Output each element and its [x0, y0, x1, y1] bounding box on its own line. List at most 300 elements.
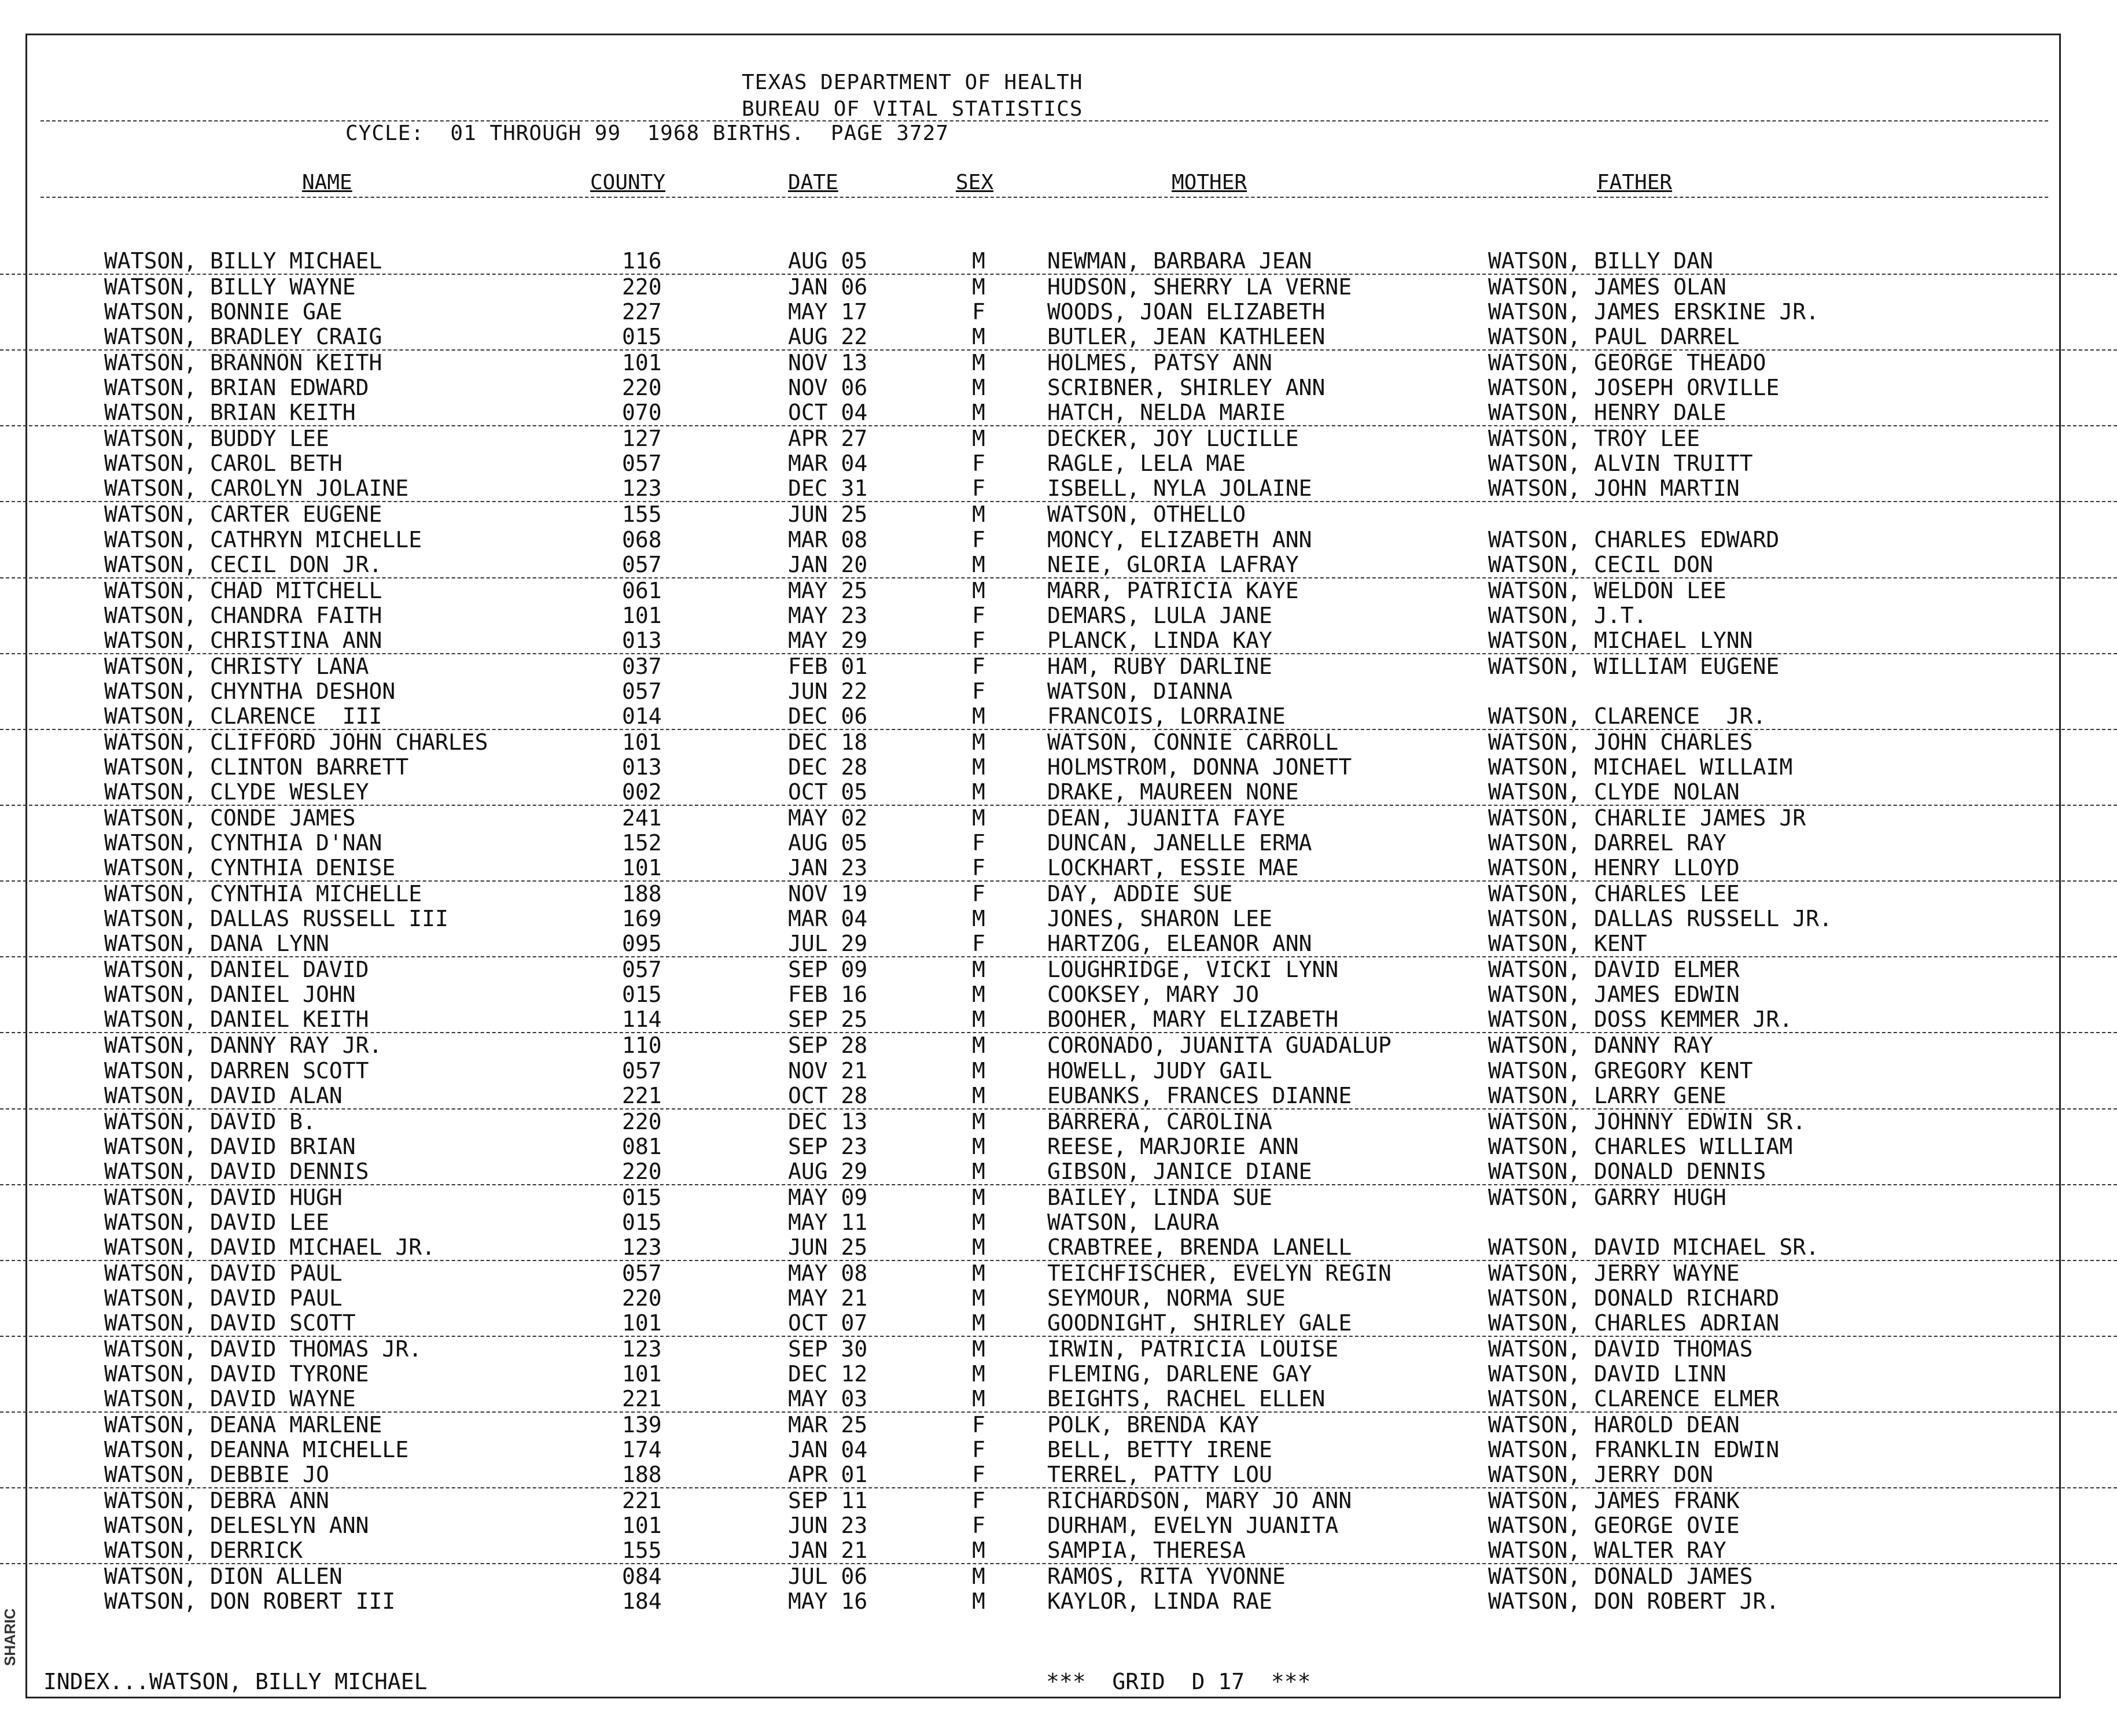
cell-sex: M [972, 1538, 985, 1564]
cell-sex: F [972, 1488, 985, 1514]
cell-name: WATSON, DAVID DENNIS [104, 1158, 369, 1184]
cell-date: MAY 11 [788, 1209, 868, 1235]
cell-date: JUN 25 [788, 502, 868, 528]
cell-name: WATSON, CHRISTY LANA [104, 653, 369, 679]
cell-name: WATSON, CHYNTHA DESHON [104, 678, 396, 704]
cell-date: SEP 11 [788, 1488, 868, 1514]
table-row [0, 1413, 2117, 1438]
cell-county: 152 [622, 830, 662, 856]
cell-date: MAY 08 [788, 1260, 868, 1286]
table-row [0, 1589, 2117, 1614]
cell-name: WATSON, BRANNON KEITH [104, 350, 382, 376]
cell-date: APR 01 [788, 1462, 868, 1488]
table-row [0, 1007, 2117, 1033]
cell-father: WATSON, WALTER RAY [1488, 1538, 1726, 1564]
cell-date: JAN 06 [788, 274, 868, 300]
cell-name: WATSON, DALLAS RUSSELL III [104, 906, 448, 932]
cell-father: WATSON, JOHNNY EDWIN SR. [1488, 1108, 1806, 1134]
cell-county: 220 [622, 1285, 662, 1311]
cell-father: WATSON, DAVID ELMER [1488, 957, 1740, 983]
cell-mother: GOODNIGHT, SHIRLEY GALE [1047, 1310, 1352, 1336]
table-row [0, 426, 2117, 451]
table-row [0, 300, 2117, 325]
cell-father: WATSON, JAMES ERSKINE JR. [1488, 299, 1819, 325]
cell-mother: DEMARS, LULA JANE [1047, 602, 1272, 628]
table-row [0, 1210, 2117, 1235]
cell-father: WATSON, JOHN MARTIN [1488, 476, 1740, 502]
cell-name: WATSON, DANNY RAY JR. [104, 1033, 382, 1059]
cell-father: WATSON, BILLY DAN [1488, 248, 1713, 274]
cell-name: WATSON, DAVID BRIAN [104, 1133, 356, 1159]
cell-sex: F [972, 476, 985, 502]
cell-mother: PLANCK, LINDA KAY [1047, 627, 1272, 653]
cell-county: 101 [622, 1310, 662, 1336]
table-row [0, 1311, 2117, 1337]
table-row [0, 1235, 2117, 1261]
cell-father: WATSON, CHARLES EDWARD [1488, 526, 1780, 552]
cell-county: 068 [622, 526, 662, 552]
cell-father: WATSON, JOHN CHARLES [1488, 729, 1753, 755]
cell-father: WATSON, DONALD RICHARD [1488, 1285, 1780, 1311]
cell-father: WATSON, CHARLIE JAMES JR [1488, 805, 1806, 831]
cell-county: 241 [622, 805, 662, 831]
cell-father: WATSON, FRANKLIN EDWIN [1488, 1437, 1780, 1463]
cell-mother: WATSON, DIANNA [1047, 678, 1233, 704]
cell-mother: HUDSON, SHERRY LA VERNE [1047, 274, 1352, 300]
cell-mother: SEYMOUR, NORMA SUE [1047, 1285, 1286, 1311]
cell-mother: HOWELL, JUDY GAIL [1047, 1057, 1272, 1083]
cell-sex: M [972, 1564, 985, 1590]
cell-sex: M [972, 1285, 985, 1311]
cell-date: JUL 29 [788, 931, 868, 957]
cell-county: 101 [622, 855, 662, 881]
cell-county: 101 [622, 1513, 662, 1539]
cell-mother: COOKSEY, MARY JO [1047, 982, 1260, 1008]
table-row [0, 654, 2117, 679]
cell-county: 221 [622, 1488, 662, 1514]
cell-mother: WATSON, OTHELLO [1047, 502, 1246, 528]
cell-mother: DAY, ADDIE SUE [1047, 881, 1233, 907]
cell-name: WATSON, DAVID B. [104, 1108, 316, 1134]
cell-mother: HOLMES, PATSY ANN [1047, 350, 1272, 376]
col-head-name: NAME [302, 171, 352, 194]
cell-father: WATSON, CHARLES LEE [1488, 881, 1740, 907]
cell-sex: F [972, 602, 985, 628]
cell-father: WATSON, CHARLES WILLIAM [1488, 1133, 1793, 1159]
cell-name: WATSON, CLIFFORD JOHN CHARLES [104, 729, 488, 755]
cell-sex: M [972, 1310, 985, 1336]
cell-name: WATSON, DEANA MARLENE [104, 1412, 382, 1438]
table-row [0, 931, 2117, 957]
cell-name: WATSON, CHAD MITCHELL [104, 577, 382, 603]
cell-sex: M [972, 729, 985, 755]
cell-date: AUG 05 [788, 248, 868, 274]
cell-county: 057 [622, 1057, 662, 1083]
cell-name: WATSON, DAVID ALAN [104, 1082, 343, 1108]
cell-father: WATSON, PAUL DARREL [1488, 324, 1740, 350]
cell-father: WATSON, CECIL DON [1488, 551, 1713, 577]
table-row [0, 882, 2117, 906]
side-stamp: SHARIC [1, 1608, 19, 1666]
cell-date: OCT 28 [788, 1082, 868, 1108]
cell-father: WATSON, HENRY DALE [1488, 400, 1726, 426]
cell-name: WATSON, CYNTHIA D'NAN [104, 830, 382, 856]
cell-sex: M [972, 1057, 985, 1083]
cell-sex: M [972, 400, 985, 426]
table-row [0, 1134, 2117, 1159]
cell-father: WATSON, GEORGE OVIE [1488, 1513, 1740, 1539]
cell-father: WATSON, JERRY WAYNE [1488, 1260, 1740, 1286]
cell-county: 184 [622, 1588, 662, 1615]
cell-name: WATSON, DELESLYN ANN [104, 1513, 369, 1539]
cell-mother: BUTLER, JEAN KATHLEEN [1047, 324, 1326, 350]
cell-father: WATSON, DAVID MICHAEL SR. [1488, 1234, 1819, 1260]
cell-date: JUL 06 [788, 1564, 868, 1590]
cell-date: JAN 21 [788, 1538, 868, 1564]
table-row [0, 1387, 2117, 1413]
cell-county: 188 [622, 1462, 662, 1488]
cell-sex: M [972, 1386, 985, 1412]
cell-father: WATSON, KENT [1488, 931, 1647, 957]
cell-county: 015 [622, 1209, 662, 1235]
cell-county: 015 [622, 982, 662, 1008]
cell-sex: M [972, 1007, 985, 1033]
table-row [0, 982, 2117, 1007]
cell-county: 015 [622, 324, 662, 350]
cell-mother: BARRERA, CAROLINA [1047, 1108, 1272, 1134]
cell-sex: F [972, 526, 985, 552]
cell-county: 061 [622, 577, 662, 603]
cell-name: WATSON, BILLY WAYNE [104, 274, 356, 300]
cell-father: WATSON, GEORGE THEADO [1488, 350, 1766, 376]
cell-sex: M [972, 1260, 985, 1286]
cell-mother: MARR, PATRICIA KAYE [1047, 577, 1299, 603]
cell-county: 084 [622, 1564, 662, 1590]
cell-mother: HOLMSTROM, DONNA JONETT [1047, 754, 1352, 780]
cell-date: OCT 07 [788, 1310, 868, 1336]
cell-name: WATSON, CHANDRA FAITH [104, 602, 382, 628]
cell-date: AUG 29 [788, 1158, 868, 1184]
cell-father: WATSON, DOSS KEMMER JR. [1488, 1007, 1793, 1033]
cell-county: 101 [622, 1361, 662, 1387]
cell-county: 227 [622, 299, 662, 325]
cell-name: WATSON, CARTER EUGENE [104, 502, 382, 528]
cell-date: DEC 28 [788, 754, 868, 780]
cell-name: WATSON, CLINTON BARRETT [104, 754, 409, 780]
cell-sex: F [972, 1412, 985, 1438]
cell-mother: JONES, SHARON LEE [1047, 906, 1272, 932]
cell-mother: RAMOS, RITA YVONNE [1047, 1564, 1286, 1590]
column-head-rule [41, 197, 2048, 198]
cell-sex: M [972, 324, 985, 350]
cell-mother: DECKER, JOY LUCILLE [1047, 426, 1299, 452]
cell-sex: M [972, 1108, 985, 1134]
cell-sex: F [972, 678, 985, 704]
cell-name: WATSON, CECIL DON JR. [104, 551, 382, 577]
cell-county: 037 [622, 653, 662, 679]
header-line-2: BUREAU OF VITAL STATISTICS [742, 97, 1083, 121]
cell-name: WATSON, DEBRA ANN [104, 1488, 329, 1514]
cell-name: WATSON, DAVID LEE [104, 1209, 329, 1235]
cell-county: 057 [622, 957, 662, 983]
cell-sex: F [972, 1437, 985, 1463]
cell-name: WATSON, DION ALLEN [104, 1564, 343, 1590]
cell-date: MAY 17 [788, 299, 868, 325]
table-row [0, 275, 2117, 300]
cell-name: WATSON, DANIEL DAVID [104, 957, 369, 983]
cell-date: MAR 04 [788, 906, 868, 932]
cell-father: WATSON, DONALD DENNIS [1488, 1158, 1766, 1184]
cell-sex: M [972, 577, 985, 603]
cell-name: WATSON, CLYDE WESLEY [104, 779, 369, 805]
table-row [0, 755, 2117, 780]
cell-mother: HATCH, NELDA MARIE [1047, 400, 1286, 426]
cell-sex: F [972, 830, 985, 856]
cell-name: WATSON, DAVID PAUL [104, 1285, 343, 1311]
cell-sex: F [972, 881, 985, 907]
cell-mother: DURHAM, EVELYN JUANITA [1047, 1513, 1339, 1539]
table-row [0, 679, 2117, 704]
table-row [0, 806, 2117, 831]
cell-sex: F [972, 1513, 985, 1539]
table-row [0, 1261, 2117, 1286]
cell-mother: WATSON, LAURA [1047, 1209, 1220, 1235]
cell-date: MAY 25 [788, 577, 868, 603]
cell-date: MAR 04 [788, 451, 868, 477]
cell-father: WATSON, JAMES EDWIN [1488, 982, 1740, 1008]
cell-sex: M [972, 1184, 985, 1210]
footer-grid: *** GRID D 17 *** [1046, 1669, 1311, 1694]
cell-date: JAN 20 [788, 551, 868, 577]
cell-name: WATSON, DAVID MICHAEL JR. [104, 1234, 435, 1260]
cell-father: WATSON, CLARENCE ELMER [1488, 1386, 1780, 1412]
cell-name: WATSON, BUDDY LEE [104, 426, 329, 452]
cell-date: NOV 19 [788, 881, 868, 907]
cell-date: OCT 05 [788, 779, 868, 805]
cell-father: WATSON, DON ROBERT JR. [1488, 1588, 1780, 1615]
table-row [0, 476, 2117, 502]
cell-county: 110 [622, 1033, 662, 1059]
cell-mother: FRANCOIS, LORRAINE [1047, 703, 1286, 729]
cell-date: DEC 06 [788, 703, 868, 729]
cell-father: WATSON, CLARENCE JR. [1488, 703, 1766, 729]
cell-sex: M [972, 248, 985, 274]
cell-mother: NEWMAN, BARBARA JEAN [1047, 248, 1312, 274]
cell-county: 101 [622, 729, 662, 755]
cell-mother: ISBELL, NYLA JOLAINE [1047, 476, 1312, 502]
cell-date: JAN 04 [788, 1437, 868, 1463]
table-row [0, 1083, 2117, 1110]
table-row [0, 325, 2117, 351]
cell-date: OCT 04 [788, 400, 868, 426]
cell-name: WATSON, BRIAN EDWARD [104, 375, 369, 401]
cell-name: WATSON, CLARENCE III [104, 703, 382, 729]
cell-sex: M [972, 350, 985, 376]
col-head-date: DATE [788, 171, 838, 194]
cell-date: JUN 25 [788, 1234, 868, 1260]
cell-name: WATSON, CYNTHIA DENISE [104, 855, 396, 881]
cell-father: WATSON, GREGORY KENT [1488, 1057, 1753, 1083]
cell-county: 081 [622, 1133, 662, 1159]
cell-date: NOV 06 [788, 375, 868, 401]
cell-sex: M [972, 1209, 985, 1235]
cell-mother: LOCKHART, ESSIE MAE [1047, 855, 1299, 881]
cell-father: WATSON, CHARLES ADRIAN [1488, 1310, 1780, 1336]
table-row [0, 249, 2117, 275]
cell-sex: M [972, 426, 985, 452]
cell-date: NOV 13 [788, 350, 868, 376]
table-row [0, 780, 2117, 806]
cell-mother: BAILEY, LINDA SUE [1047, 1184, 1272, 1210]
header-rule [41, 120, 2048, 121]
table-row [0, 1462, 2117, 1488]
cell-sex: M [972, 1588, 985, 1615]
cell-date: SEP 28 [788, 1033, 868, 1059]
cell-county: 013 [622, 627, 662, 653]
cell-father: WATSON, DARREL RAY [1488, 830, 1726, 856]
col-head-county: COUNTY [590, 171, 666, 194]
table-row [0, 1033, 2117, 1058]
cell-date: MAY 09 [788, 1184, 868, 1210]
cell-mother: HAM, RUBY DARLINE [1047, 653, 1272, 679]
cell-date: MAY 23 [788, 602, 868, 628]
cell-name: WATSON, CONDE JAMES [104, 805, 356, 831]
cell-county: 220 [622, 1108, 662, 1134]
table-row [0, 1286, 2117, 1311]
cell-date: APR 27 [788, 426, 868, 452]
cell-name: WATSON, CYNTHIA MICHELLE [104, 881, 422, 907]
cell-father: WATSON, HENRY LLOYD [1488, 855, 1740, 881]
cell-county: 221 [622, 1386, 662, 1412]
cell-name: WATSON, BRIAN KEITH [104, 400, 356, 426]
cell-mother: DRAKE, MAUREEN NONE [1047, 779, 1299, 805]
cell-father: WATSON, GARRY HUGH [1488, 1184, 1726, 1210]
header-line-3: CYCLE: 01 THROUGH 99 1968 BIRTHS. PAGE 3727 [345, 121, 949, 145]
table-row [0, 1185, 2117, 1210]
cell-county: 139 [622, 1412, 662, 1438]
cell-county: 013 [622, 754, 662, 780]
table-row [0, 502, 2117, 527]
cell-father: WATSON, ALVIN TRUITT [1488, 451, 1753, 477]
table-row [0, 1564, 2117, 1589]
cell-father: WATSON, MICHAEL WILLAIM [1488, 754, 1793, 780]
cell-sex: M [972, 1158, 985, 1184]
table-row [0, 552, 2117, 578]
cell-county: 127 [622, 426, 662, 452]
cell-county: 123 [622, 1234, 662, 1260]
cell-county: 057 [622, 451, 662, 477]
cell-sex: M [972, 957, 985, 983]
cell-father: WATSON, JAMES OLAN [1488, 274, 1726, 300]
table-row [0, 1159, 2117, 1185]
cell-name: WATSON, DEBBIE JO [104, 1462, 329, 1488]
cell-mother: GIBSON, JANICE DIANE [1047, 1158, 1312, 1184]
cell-name: WATSON, CATHRYN MICHELLE [104, 526, 422, 552]
cell-county: 057 [622, 1260, 662, 1286]
table-row [0, 1513, 2117, 1538]
cell-sex: M [972, 906, 985, 932]
cell-father: WATSON, TROY LEE [1488, 426, 1700, 452]
cell-date: NOV 21 [788, 1057, 868, 1083]
cell-sex: M [972, 1133, 985, 1159]
table-row [0, 856, 2117, 882]
col-head-sex: SEX [956, 171, 994, 194]
cell-mother: HARTZOG, ELEANOR ANN [1047, 931, 1312, 957]
cell-mother: DEAN, JUANITA FAYE [1047, 805, 1286, 831]
col-head-mother: MOTHER [1172, 171, 1247, 194]
cell-mother: TEICHFISCHER, EVELYN REGIN [1047, 1260, 1391, 1286]
table-row [0, 1438, 2117, 1462]
cell-father: WATSON, WELDON LEE [1488, 577, 1726, 603]
cell-county: 169 [622, 906, 662, 932]
table-row [0, 831, 2117, 856]
table-row [0, 578, 2117, 603]
cell-mother: SCRIBNER, SHIRLEY ANN [1047, 375, 1326, 401]
cell-date: AUG 22 [788, 324, 868, 350]
cell-date: JUN 22 [788, 678, 868, 704]
cell-sex: M [972, 805, 985, 831]
cell-sex: F [972, 299, 985, 325]
cell-county: 116 [622, 248, 662, 274]
cell-county: 220 [622, 274, 662, 300]
cell-mother: FLEMING, DARLENE GAY [1047, 1361, 1312, 1387]
cell-sex: M [972, 779, 985, 805]
cell-father: WATSON, DANNY RAY [1488, 1033, 1713, 1059]
cell-name: WATSON, DAVID THOMAS JR. [104, 1336, 422, 1362]
cell-county: 123 [622, 476, 662, 502]
cell-father: WATSON, WILLIAM EUGENE [1488, 653, 1780, 679]
cell-father: WATSON, J.T. [1488, 602, 1647, 628]
cell-name: WATSON, DAVID TYRONE [104, 1361, 369, 1387]
cell-county: 220 [622, 375, 662, 401]
cell-county: 188 [622, 881, 662, 907]
cell-sex: F [972, 451, 985, 477]
cell-date: JUN 23 [788, 1513, 868, 1539]
cell-date: MAY 16 [788, 1588, 868, 1615]
table-row [0, 1362, 2117, 1387]
cell-mother: CORONADO, JUANITA GUADALUP [1047, 1033, 1391, 1059]
cell-sex: M [972, 1361, 985, 1387]
cell-father: WATSON, DAVID THOMAS [1488, 1336, 1753, 1362]
cell-county: 114 [622, 1007, 662, 1033]
cell-father: WATSON, DALLAS RUSSELL JR. [1488, 906, 1832, 932]
cell-name: WATSON, DANIEL KEITH [104, 1007, 369, 1033]
cell-name: WATSON, DAVID SCOTT [104, 1310, 356, 1336]
cell-county: 174 [622, 1437, 662, 1463]
table-row [0, 1337, 2117, 1362]
cell-sex: M [972, 754, 985, 780]
cell-name: WATSON, CAROL BETH [104, 451, 343, 477]
table-row [0, 603, 2117, 628]
cell-date: MAY 02 [788, 805, 868, 831]
cell-father: WATSON, HAROLD DEAN [1488, 1412, 1740, 1438]
table-row [0, 451, 2117, 476]
table-row [0, 1538, 2117, 1564]
cell-sex: M [972, 551, 985, 577]
cell-mother: LOUGHRIDGE, VICKI LYNN [1047, 957, 1339, 983]
cell-date: DEC 18 [788, 729, 868, 755]
cell-sex: M [972, 274, 985, 300]
cell-mother: WOODS, JOAN ELIZABETH [1047, 299, 1326, 325]
col-head-father: FATHER [1597, 171, 1673, 194]
cell-mother: BEIGHTS, RACHEL ELLEN [1047, 1386, 1326, 1412]
cell-mother: NEIE, GLORIA LAFRAY [1047, 551, 1299, 577]
cell-date: SEP 09 [788, 957, 868, 983]
records-table [0, 249, 2117, 1615]
cell-county: 070 [622, 400, 662, 426]
table-row [0, 400, 2117, 426]
cell-sex: F [972, 1462, 985, 1488]
